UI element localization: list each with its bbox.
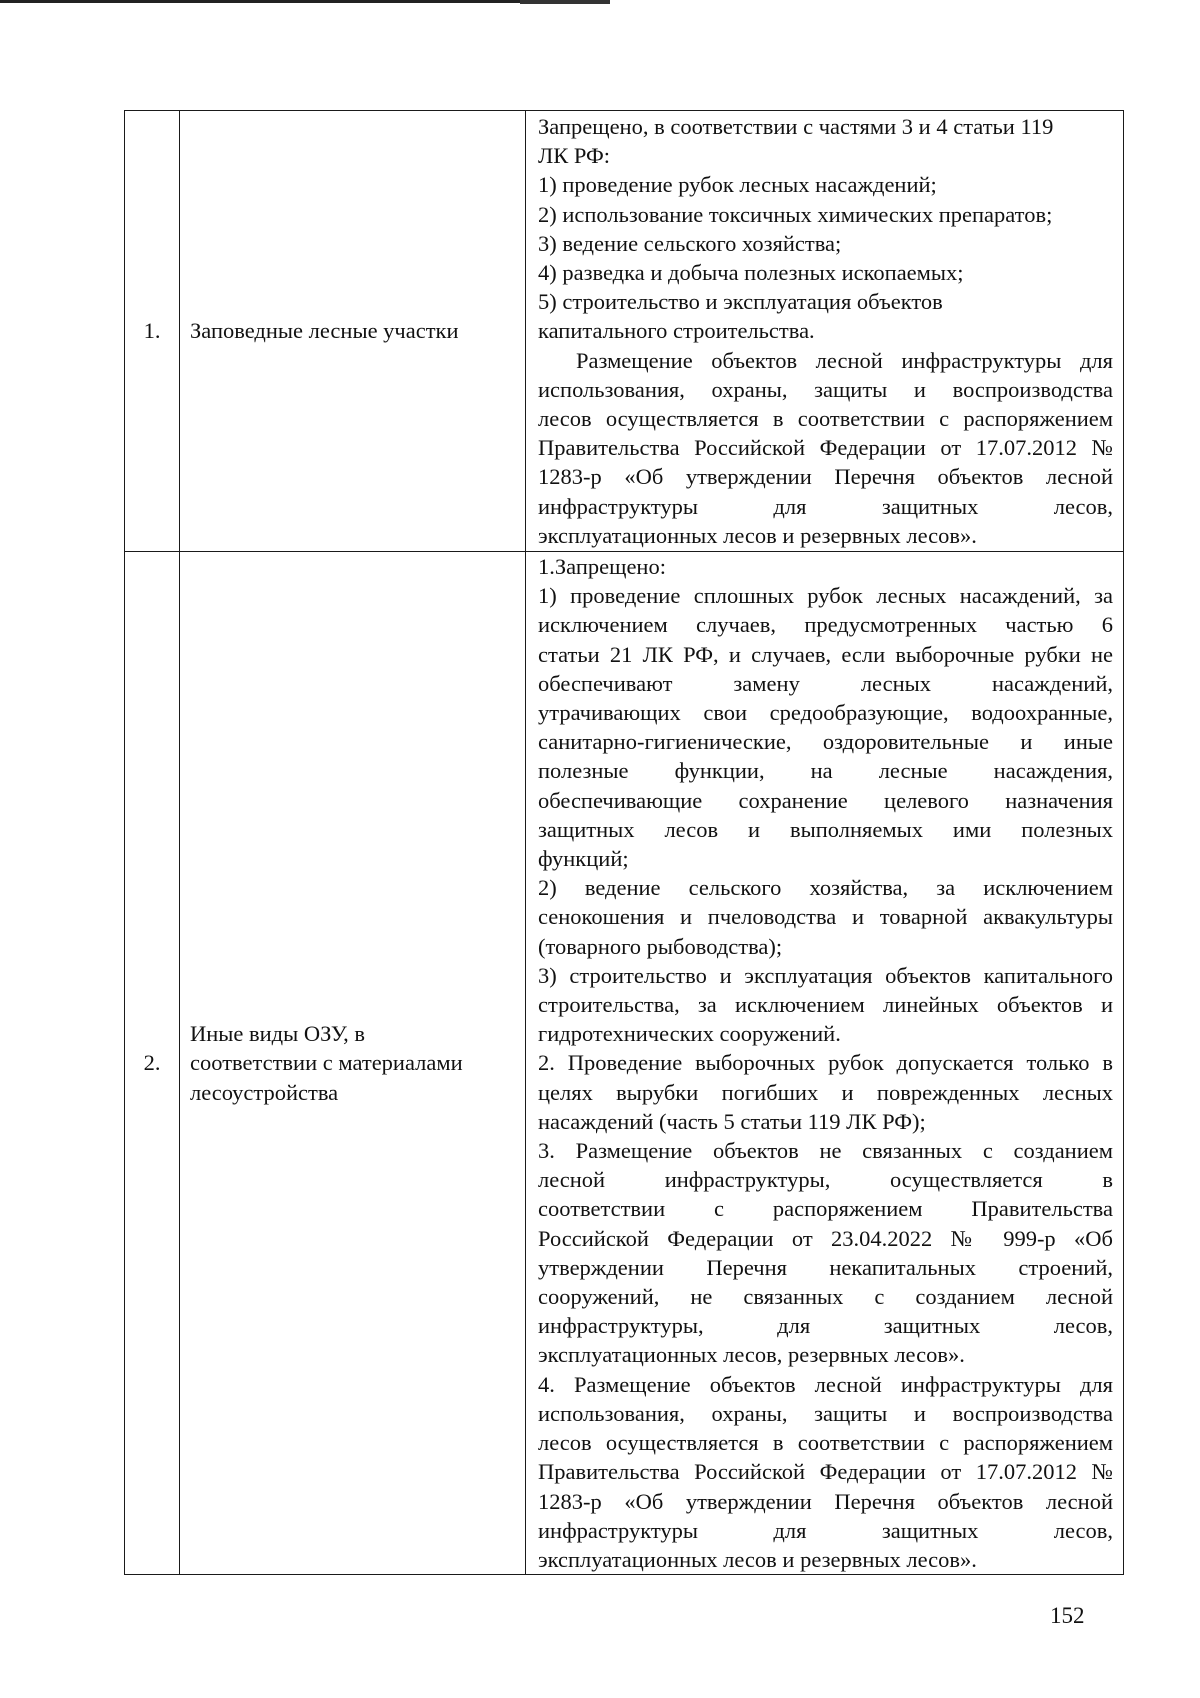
content-line: полезные функции, на лесные насаждения, xyxy=(538,758,1113,784)
content-line: лесной инфраструктуры, осуществляется в xyxy=(538,1167,1113,1193)
content-line: ЛК РФ: xyxy=(538,143,611,169)
content-line: Российской Федерации от 23.04.2022 № 999-р «Об xyxy=(538,1225,1113,1251)
content-line: Размещение объектов лесной инфраструктуры для xyxy=(576,347,1113,373)
content-line: 4) разведка и добыча полезных ископаемых; xyxy=(538,259,964,285)
content-line: использования, охраны, защиты и воспроизводства xyxy=(538,376,1113,402)
content-line: защитных лесов и выполняемых ими полезных xyxy=(538,816,1113,842)
content-line: строительства, за исключением линейных объектов и xyxy=(538,992,1113,1018)
scan-top-rule-mark xyxy=(520,0,610,4)
content-line: санитарно-гигиенические, оздоровительные и иные xyxy=(538,729,1113,755)
content-line: лесов осуществляется в соответствии с распоряжением xyxy=(538,1430,1113,1456)
content-line: целях вырубки погибших и поврежденных лесных xyxy=(538,1079,1113,1105)
content-line: (товарного рыбоводства); xyxy=(538,933,783,959)
row-content xyxy=(538,552,1113,1574)
content-line: 1) проведение сплошных рубок лесных насаждений, за xyxy=(538,583,1113,609)
content-line: Запрещено, в соответствии с частями 3 и 4 статьи 119 xyxy=(538,113,1054,139)
row-content-cell xyxy=(526,111,1124,552)
content-line: соответствии с распоряжением Правительства xyxy=(538,1196,1113,1222)
content-line: капитального строительства. xyxy=(538,318,815,344)
row-name-line: Заповедные лесные участки xyxy=(190,318,459,344)
content-line: 4. Размещение объектов лесной инфраструктуры для xyxy=(538,1371,1113,1397)
row-name-cell xyxy=(180,111,526,552)
restrictions-table xyxy=(124,110,1124,1575)
row-name xyxy=(190,1019,515,1107)
row-content xyxy=(538,112,1113,550)
content-line: обеспечивают замену лесных насаждений, xyxy=(538,670,1113,696)
content-line: насаждений (часть 5 статьи 119 ЛК РФ); xyxy=(538,1108,926,1134)
content-line: инфраструктуры для защитных лесов, xyxy=(538,1517,1113,1543)
content-line: инфраструктуры для защитных лесов, xyxy=(538,493,1113,519)
content-line: исключением случаев, предусмотренных частью 6 xyxy=(538,612,1113,638)
row-name-line: соответствии с материалами xyxy=(190,1050,463,1076)
content-line: гидротехнических сооружений. xyxy=(538,1021,841,1047)
content-line: 1.Запрещено: xyxy=(538,554,666,579)
content-line: Правительства Российской Федерации от 17.07.2012 № xyxy=(538,1459,1113,1485)
table-row xyxy=(125,552,1124,1575)
content-line: обеспечивающие сохранение целевого назначения xyxy=(538,787,1113,813)
row-name xyxy=(190,316,515,345)
content-line: 2. Проведение выборочных рубок допускается только в xyxy=(538,1050,1113,1076)
content-line: 1) проведение рубок лесных насаждений; xyxy=(538,172,937,198)
content-line: инфраструктуры, для защитных лесов, xyxy=(538,1313,1113,1339)
row-name-line: Иные виды ОЗУ, в xyxy=(190,1021,365,1047)
page-number: 152 xyxy=(1050,1603,1085,1628)
content-line: эксплуатационных лесов и резервных лесов». xyxy=(538,522,977,548)
content-line: лесов осуществляется в соответствии с распоряжением xyxy=(538,406,1113,431)
content-line: функций; xyxy=(538,846,629,872)
row-name-cell xyxy=(180,552,526,1575)
content-line: 1283-р «Об утверждении Перечня объектов лесной xyxy=(538,464,1113,490)
row-number: 2. xyxy=(125,552,180,1575)
scan-top-rule xyxy=(0,0,610,3)
content-line: 3. Размещение объектов не связанных с созданием xyxy=(538,1138,1113,1164)
content-line: эксплуатационных лесов, резервных лесов». xyxy=(538,1342,965,1368)
content-line: утрачивающих свои средообразующие, водоохранные, xyxy=(538,700,1113,726)
content-line: 2) использование токсичных химических препаратов; xyxy=(538,201,1053,227)
content-line: 3) ведение сельского хозяйства; xyxy=(538,230,842,256)
content-line: 2) ведение сельского хозяйства, за исключением xyxy=(538,875,1113,901)
content-line: 3) строительство и эксплуатация объектов капитального xyxy=(538,962,1113,988)
content-line: сооружений, не связанных с созданием лесной xyxy=(538,1284,1113,1310)
content-line: Правительства Российской Федерации от 17.07.2012 № xyxy=(538,435,1113,461)
table-row xyxy=(125,111,1124,552)
content-line: статьи 21 ЛК РФ, и случаев, если выборочные рубки не xyxy=(538,641,1113,667)
row-content-cell xyxy=(526,552,1124,1575)
row-name-line: лесоустройства xyxy=(190,1079,339,1105)
content-line: использования, охраны, защиты и воспроизводства xyxy=(538,1400,1113,1426)
content-line: сенокошения и пчеловодства и товарной аквакультуры xyxy=(538,904,1113,930)
content-line: эксплуатационных лесов и резервных лесов». xyxy=(538,1546,977,1572)
content-line: утверждении Перечня некапитальных строений, xyxy=(538,1254,1113,1280)
row-number: 1. xyxy=(125,111,180,552)
content-line: 1283-р «Об утверждении Перечня объектов лесной xyxy=(538,1488,1113,1514)
content-line: 5) строительство и эксплуатация объектов xyxy=(538,289,943,315)
